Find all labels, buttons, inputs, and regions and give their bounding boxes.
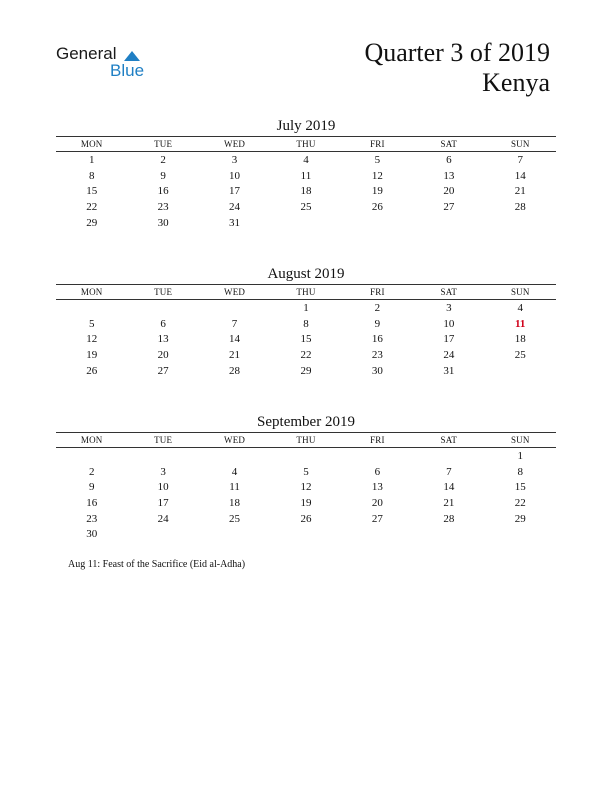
week-row bbox=[56, 495, 556, 511]
weekday-label: FRI bbox=[370, 435, 385, 445]
day-cell: 28 bbox=[443, 512, 455, 525]
page-title bbox=[364, 38, 550, 98]
day-cell: 3 bbox=[231, 153, 238, 166]
day-cell: 14 bbox=[514, 169, 526, 182]
day-cell: 2 bbox=[374, 301, 381, 314]
day-cell: 17 bbox=[229, 185, 241, 198]
weekday-header bbox=[56, 432, 556, 448]
day-cell: 13 bbox=[371, 481, 383, 494]
day-cell: 16 bbox=[371, 333, 383, 346]
weekday-header bbox=[56, 136, 556, 152]
weekday-label: THU bbox=[296, 139, 316, 149]
day-cell: 5 bbox=[374, 153, 381, 166]
week-row bbox=[56, 511, 556, 527]
day-cell: 29 bbox=[86, 216, 98, 229]
day-cell: 26 bbox=[300, 512, 312, 525]
day-cell: 24 bbox=[229, 200, 241, 213]
logo-blue-text: Blue bbox=[110, 61, 145, 80]
day-cell: 17 bbox=[157, 496, 169, 509]
week-row bbox=[56, 464, 556, 480]
week-row bbox=[56, 347, 556, 363]
weekday-label: WED bbox=[224, 139, 246, 149]
weekday-label: THU bbox=[296, 287, 316, 297]
week-row bbox=[56, 526, 556, 542]
day-cell: 4 bbox=[517, 301, 523, 314]
day-cell: 22 bbox=[86, 200, 98, 213]
day-cell: 9 bbox=[374, 317, 381, 330]
day-cell: 13 bbox=[443, 169, 455, 182]
day-cell: 5 bbox=[303, 465, 309, 478]
country-title: Kenya bbox=[482, 68, 550, 97]
weekday-label: FRI bbox=[370, 287, 385, 297]
day-cell: 6 bbox=[374, 465, 381, 478]
day-cell: 4 bbox=[303, 153, 309, 166]
day-cell: 23 bbox=[157, 200, 169, 213]
weekday-label: SAT bbox=[440, 435, 458, 445]
day-cell: 25 bbox=[300, 200, 312, 213]
day-cell: 7 bbox=[231, 317, 238, 330]
week-row bbox=[56, 183, 556, 199]
day-cell: 1 bbox=[303, 301, 309, 314]
day-cell: 25 bbox=[514, 348, 526, 361]
week-row bbox=[56, 363, 556, 379]
day-cell: 2 bbox=[88, 465, 95, 478]
day-cell: 30 bbox=[86, 528, 98, 541]
day-cell: 18 bbox=[514, 333, 526, 346]
day-cell: 26 bbox=[86, 364, 98, 377]
day-cell: 5 bbox=[88, 317, 95, 330]
day-cell: 14 bbox=[229, 333, 241, 346]
day-cell: 18 bbox=[300, 185, 312, 198]
day-cell: 1 bbox=[88, 153, 95, 166]
day-cell: 20 bbox=[157, 348, 169, 361]
day-cell: 9 bbox=[88, 481, 95, 494]
day-cell: 7 bbox=[446, 465, 452, 478]
day-cell: 25 bbox=[229, 512, 241, 525]
day-cell: 12 bbox=[300, 481, 312, 494]
day-cell: 24 bbox=[443, 348, 455, 361]
day-cell: 27 bbox=[443, 200, 455, 213]
weekday-label: TUE bbox=[154, 139, 173, 149]
week-row bbox=[56, 448, 556, 464]
day-cell: 15 bbox=[86, 185, 98, 198]
day-cell: 26 bbox=[371, 200, 383, 213]
month-calendar-september bbox=[56, 412, 556, 542]
week-row bbox=[56, 316, 556, 332]
month-calendar-july bbox=[56, 116, 556, 230]
week-row bbox=[56, 300, 556, 316]
logo-triangle-icon bbox=[124, 47, 140, 61]
day-cell: 16 bbox=[157, 185, 169, 198]
day-cell: 8 bbox=[303, 317, 309, 330]
weekday-label: WED bbox=[224, 435, 246, 445]
day-cell: 22 bbox=[300, 348, 312, 361]
day-cell: 19 bbox=[300, 496, 312, 509]
day-cell: 30 bbox=[157, 216, 169, 229]
day-cell: 23 bbox=[371, 348, 383, 361]
day-cell: 30 bbox=[371, 364, 383, 377]
day-cell: 4 bbox=[231, 465, 238, 478]
day-cell: 11 bbox=[300, 169, 312, 182]
day-cell: 21 bbox=[229, 348, 241, 361]
day-cell: 8 bbox=[88, 169, 95, 182]
generalblue-logo bbox=[56, 44, 166, 84]
week-row bbox=[56, 331, 556, 347]
day-cell: 24 bbox=[157, 512, 169, 525]
month-title: September 2019 bbox=[257, 414, 355, 430]
day-cell: 29 bbox=[300, 364, 312, 377]
weekday-label: SUN bbox=[510, 287, 530, 297]
day-cell: 18 bbox=[229, 496, 241, 509]
weekday-label: FRI bbox=[370, 139, 385, 149]
weekday-label: MON bbox=[80, 139, 103, 149]
weekday-label: TUE bbox=[154, 435, 173, 445]
day-cell: 1 bbox=[517, 449, 523, 462]
weekday-label: SUN bbox=[510, 435, 530, 445]
day-cell: 3 bbox=[446, 301, 452, 314]
week-row bbox=[56, 168, 556, 184]
day-cell: 27 bbox=[371, 512, 383, 525]
week-row bbox=[56, 215, 556, 231]
weekday-label: MON bbox=[80, 287, 103, 297]
day-cell: 2 bbox=[160, 153, 166, 166]
quarter-title: Quarter 3 of 2019 bbox=[364, 38, 550, 67]
day-cell: 19 bbox=[86, 348, 98, 361]
weekday-label: TUE bbox=[154, 287, 173, 297]
day-cell: 21 bbox=[514, 185, 526, 198]
day-cell: 10 bbox=[229, 169, 241, 182]
day-cell: 6 bbox=[160, 317, 166, 330]
day-cell: 15 bbox=[300, 333, 312, 346]
holiday-note: Aug 11: Feast of the Sacrifice (Eid al-Adha) bbox=[68, 559, 246, 570]
month-title: August 2019 bbox=[267, 266, 345, 282]
day-cell: 22 bbox=[514, 496, 526, 509]
day-cell: 16 bbox=[86, 496, 98, 509]
day-cell: 8 bbox=[517, 465, 523, 478]
weekday-label: MON bbox=[80, 435, 103, 445]
weekday-header bbox=[56, 284, 556, 300]
day-cell: 23 bbox=[86, 512, 98, 525]
day-cell: 9 bbox=[160, 169, 166, 182]
day-cell: 31 bbox=[229, 216, 241, 229]
logo-general-text: General bbox=[56, 44, 117, 63]
day-cell: 28 bbox=[229, 364, 241, 377]
weekday-label: WED bbox=[224, 287, 246, 297]
month-title: July 2019 bbox=[276, 118, 336, 134]
day-cell: 14 bbox=[443, 481, 455, 494]
day-cell: 13 bbox=[157, 333, 169, 346]
day-cell: 12 bbox=[86, 333, 98, 346]
day-cell: 29 bbox=[514, 512, 526, 525]
day-cell: 3 bbox=[160, 465, 166, 478]
day-cell: 12 bbox=[371, 169, 383, 182]
week-row bbox=[56, 152, 556, 168]
weekday-label: SAT bbox=[440, 287, 458, 297]
day-cell: 10 bbox=[443, 317, 455, 330]
day-cell: 10 bbox=[157, 481, 169, 494]
day-cell: 27 bbox=[157, 364, 169, 377]
day-cell: 20 bbox=[371, 496, 383, 509]
day-cell: 6 bbox=[446, 153, 452, 166]
day-cell: 17 bbox=[443, 333, 455, 346]
day-cell: 11 bbox=[229, 481, 240, 494]
weekday-label: SAT bbox=[440, 139, 458, 149]
week-row bbox=[56, 199, 556, 215]
day-cell: 31 bbox=[443, 364, 455, 377]
day-cell: 19 bbox=[371, 185, 383, 198]
day-cell: 15 bbox=[514, 481, 526, 494]
week-row bbox=[56, 479, 556, 495]
day-cell: 21 bbox=[443, 496, 455, 509]
day-cell: 28 bbox=[514, 200, 526, 213]
weekday-label: THU bbox=[296, 435, 316, 445]
day-cell: 7 bbox=[517, 153, 523, 166]
weekday-label: SUN bbox=[510, 139, 530, 149]
month-calendar-august bbox=[56, 264, 556, 378]
day-cell: 20 bbox=[443, 185, 455, 198]
holiday-day-cell: 11 bbox=[515, 317, 526, 330]
